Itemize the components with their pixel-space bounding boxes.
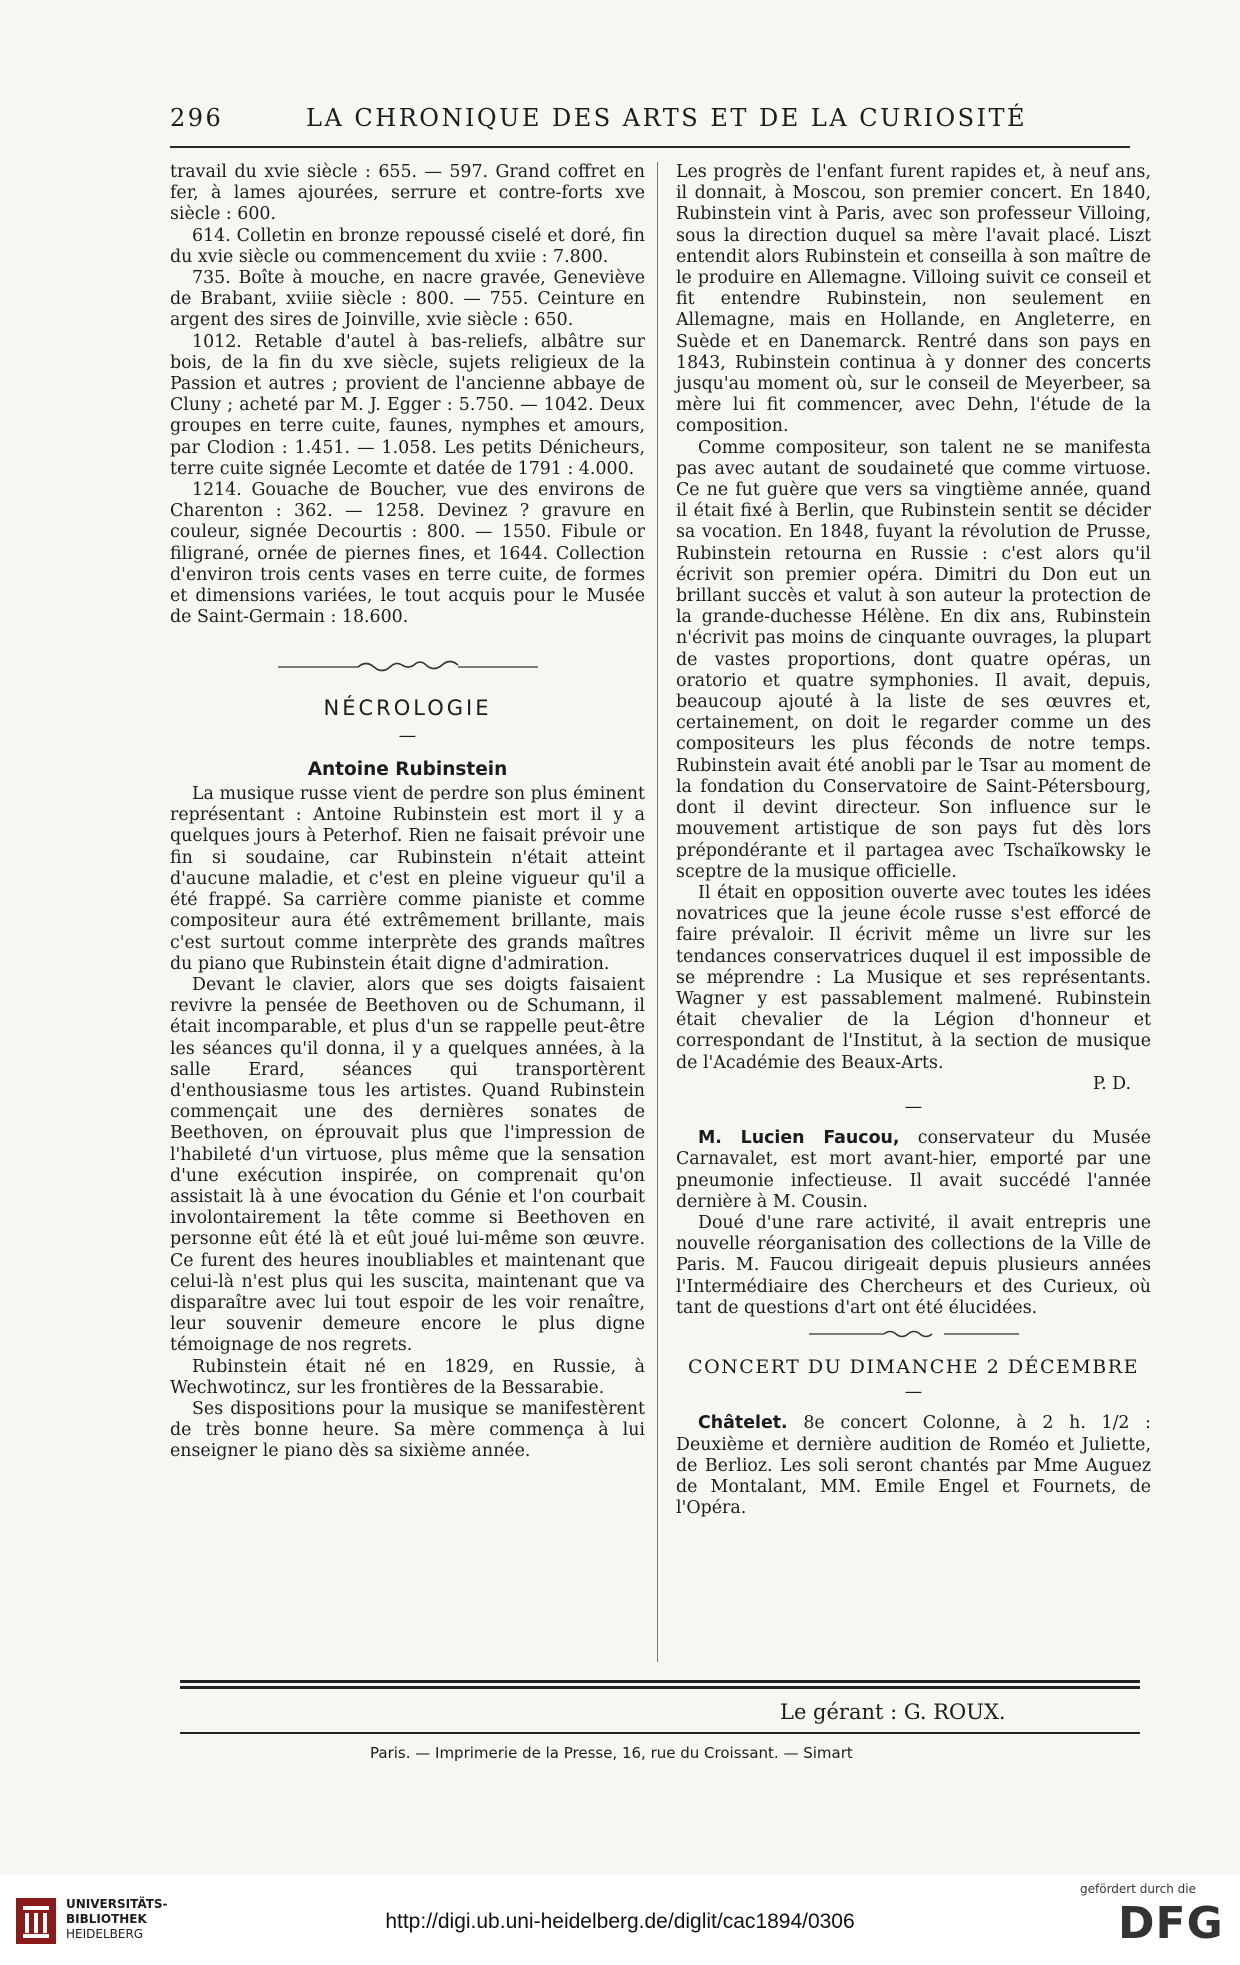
gerant-rule <box>180 1732 1140 1734</box>
obituary-paragraph: Les progrès de l'enfant furent rapides et, à neuf ans, il donnait, à Moscou, son premier concert. En 1840, Rubinstein vint à Paris, avec son professeur Villoing, sous la direction duquel sa mère l'avait placé. Liszt entendit alors Rubinstein et conseilla à son maître de le produire en Allemagne. Villoing suivit ce conseil et fit entendre Rubinstein, non seulement en Allemagne, mais en Hollande, en Angleterre, en Suède et en Danemarck. Rentré dans son pays en 1843, Rubinstein continua à y donner des concerts jusqu'au moment où, sur le conseil de Meyerbeer, sa mère lui fit commencer, avec Dehn, l'étude de la composition. <box>676 162 1151 437</box>
faucou-text: conservateur du Musée Carnavalet, est mort avant-hier, emporté par une pneumonie infectieuse. Il avait succédé l'année dernière à M. Cousin. <box>676 1128 1151 1212</box>
header-rule <box>170 146 1130 148</box>
obituary-paragraph: Comme compositeur, son talent ne se manifesta pas avec autant de soudaineté que comme virtuose. Ce ne fut guère que vers sa vingtième année, quand il était fixé à Berlin, que Rubinstein sentit se décider sa vocation. En 1848, fuyant la révolution de Prusse, Rubinstein retourna en Russie : c'est alors qu'il écrivit son premier opéra. Dimitri du Don eut un brillant succès et valut à son auteur la protection de la grande-duchesse Hélène. En dix ans, Rubinstein n'écrivit pas moins de cinquante ouvrages, la plupart de vastes proportions, dont quatre opéras, un oratorio et quatre symphonies. Il avait, depuis, beaucoup ajouté à la liste de ses œuvres et, certainement, on doit le regarder comme un des compositeurs les plus féconds de notre temps. Rubinstein avait été anobli par le Tsar au moment de la fondation du Conservatoire de Saint-Pétersbourg, dont il devint directeur. Son influence sur le mouvement artistique de son pays fut dès lors prépondérante et il partagea avec Tschaïkowsky le sceptre de la musique officielle. <box>676 437 1151 882</box>
footer-rule-2 <box>180 1686 1140 1689</box>
digital-object-url[interactable]: http://digi.ub.uni-heidelberg.de/diglit/cac1894/0306 <box>385 1910 855 1933</box>
concert-venue: Châtelet. <box>698 1413 788 1434</box>
obituary-paragraph: Rubinstein était né en 1829, en Russie, à Wechwotincz, sur les frontières de la Bessarabie. <box>170 1356 645 1398</box>
separator-dash: — <box>904 1096 923 1117</box>
footer-double-rule <box>180 1680 1140 1692</box>
faucou-paragraph <box>676 1128 1151 1213</box>
concert-paragraph <box>676 1413 1151 1519</box>
column-separator <box>657 162 658 1662</box>
sale-paragraph: 1012. Retable d'autel à bas-reliefs, albâtre sur bois, de la fin du xve siècle, sujets religieux de la Passion et autres ; provient de l'ancienne abbaye de Cluny ; acheté par M. J. Egger : 5.750. — 1042. Deux groupes en terre cuite, faunes, nymphes et amours, par Clodion : 1.451. — 1.058. Les petits Dénicheurs, terre cuite signée Lecomte et datée de 1791 : 4.000. <box>170 331 645 479</box>
sale-paragraph: 735. Boîte à mouche, en nacre gravée, Geneviève de Brabant, xviiie siècle : 800. — 755. Ceinture en argent des sires de Joinville, xvie siècle : 650. <box>170 268 645 331</box>
left-column <box>170 162 645 1463</box>
right-column <box>676 162 1151 1519</box>
section-title-necrologie: NÉCROLOGIE <box>323 696 492 721</box>
obituary-paragraph: Il était en opposition ouverte avec toutes les idées novatrices que la jeune école russe s'est efforcé de faire prévaloir. Il écrivit même un livre sur les tendances conservatrices duquel il est impossible de se méprendre : La Musique et ses représentants. Wagner y est passablement malmené. Rubinstein était chevalier de la Légion d'honneur et correspondant de l'Institut, à la section de musique de l'Académie des Beaux-Arts. <box>676 882 1151 1073</box>
faucou-name: M. Lucien Faucou, <box>698 1128 900 1149</box>
sale-paragraph: travail du xvie siècle : 655. — 597. Grand coffret en fer, à lames ajourées, serrure et contre-forts xve siècle : 600. <box>170 162 645 225</box>
imprint-line: Paris. — Imprimerie de la Presse, 16, rue du Croissant. — Simart <box>370 1744 853 1762</box>
title-dash: — <box>398 725 417 746</box>
obituary-paragraph: La musique russe vient de perdre son plus éminent représentant : Antoine Rubinstein est mort il y a quelques jours à Peterhof. Rien ne faisait prévoir une fin si soudaine, car Rubinstein n'était atteint d'aucune maladie, et c'est en pleine vigueur qu'il a été frappé. Sa carrière comme pianiste et comme compositeur aura été extrêmement brillante, mais c'est surtout comme interprète des grands maîtres du piano que Rubinstein était digne d'admiration. <box>170 784 645 974</box>
library-line-3: HEIDELBERG <box>66 1927 144 1941</box>
library-line-1: UNIVERSITÄTS- <box>66 1897 168 1911</box>
footer-rule-1 <box>180 1680 1140 1683</box>
small-ornament <box>809 1327 1019 1341</box>
concert-heading: CONCERT DU DIMANCHE 2 DÉCEMBRE <box>688 1355 1139 1378</box>
funded-by-text: gefördert durch die <box>1080 1882 1196 1896</box>
library-line-2: BIBLIOTHEK <box>66 1912 147 1926</box>
running-head <box>170 104 1130 140</box>
signature: P. D. <box>1092 1073 1131 1094</box>
journal-title: LA CHRONIQUE DES ARTS ET DE LA CURIOSITÉ <box>306 104 1028 132</box>
obituary-paragraph: Devant le clavier, alors que ses doigts faisaient revivre la pensée de Beethoven ou de Schumann, il était incomparable, et plus d'un se rappelle peut-être les séances qu'il donna, il y a quelques années, à la salle Erard, séances qui transportèrent d'enthousiasme tous les artistes. Quand Rubinstein commençait une des dernières sonates de Beethoven, on éprouvait plus que l'impression de l'habileté d'un virtuose, plus même que la sensation d'une exécution inspirée, on comprenait qu'on assistait là à une évocation du Génie et l'on courbait involontairement la tête comme si Beethoven en personne eût été là et eût joué lui-même son œuvre. Ce furent des heures inoubliables et maintenant que celui-là n'est plus qui les suscita, maintenant que va disparaître avec lui tout espoir de les voir renaître, leur souvenir demeure encore le plus digne témoignage de nos regrets. <box>170 974 645 1356</box>
concert-dash: — <box>904 1382 923 1403</box>
sale-paragraph: 1214. Gouache de Boucher, vue des environs de Charenton : 362. — 1258. Devinez ? gravure en couleur, signée Decourtis : 800. — 1550. Fibule or filigrané, ornée de piernes fines, et 1644. Collection d'environ trois cents vases en terre cuite, de formes et dimensions variées, le tout acquis pour le Musée de Saint-Germain : 18.600. <box>170 480 645 628</box>
page-number: 296 <box>170 104 224 132</box>
gerant-line: Le gérant : G. ROUX. <box>780 1700 1006 1724</box>
faucou-paragraph-2: Doué d'une rare activité, il avait entrepris une nouvelle réorganisation des collections de la Ville de Paris. M. Faucou dirigeait depuis plusieurs années l'Intermédiaire des Chercheurs et des Curieux, où tant de questions d'art ont été élucidées. <box>676 1212 1151 1318</box>
obituary-paragraph: Ses dispositions pour la musique se manifestèrent de très bonne heure. Sa mère commença à lui enseigner le piano dès sa sixième année. <box>170 1398 645 1462</box>
obituary-heading: Antoine Rubinstein <box>307 758 508 780</box>
concert-text: 8e concert Colonne, à 2 h. 1/2 : Deuxième et dernière audition de Roméo et Juliette, de Berlioz. Les soli seront chantés par Mme Auguez de Montalant, MM. Emile Engel et Fournets, de l'Opéra. <box>676 1413 1151 1519</box>
dfg-logo: DFG <box>1118 1898 1224 1949</box>
ornament-divider <box>278 656 538 678</box>
sale-paragraph: 614. Colletin en bronze repoussé ciselé et doré, fin du xvie siècle ou commencement du xviie : 7.800. <box>170 225 645 267</box>
